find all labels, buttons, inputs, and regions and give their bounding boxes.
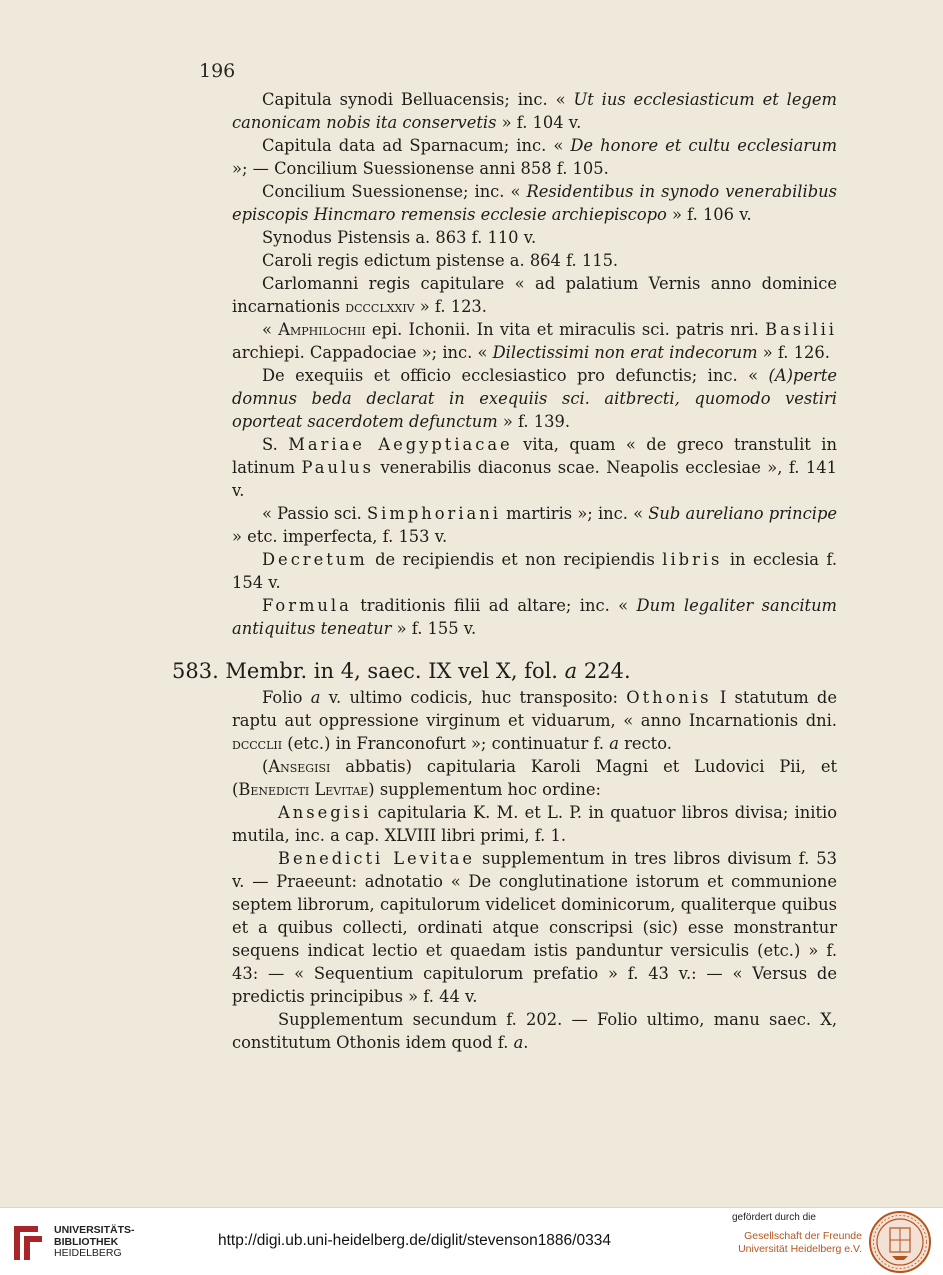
permalink-url[interactable]: http://digi.ub.uni-heidelberg.de/diglit/stevenson1886/0334 xyxy=(218,1232,611,1249)
society-line2: Universität Heidelberg e.V. xyxy=(738,1242,862,1255)
catalog-paragraph: Benedicti Levitae supplementum in tres libros divisum f. 53 v. — Praeeunt: adnotatio « De conglutinatione istorum et communione septem librorum, capitulorum videlicet dominicorum, qualiterque quibus et a quibus collecti, ordinati atque conscripsi (sic) esse monstrantur sequens indicat lectio et quaedam istis panduntur versiculis (etc.) » f. 43: — « Sequentium capitulorum prefatio » f. 43 v.: — « Versus de predictis principibus » f. 44 v. xyxy=(232,849,837,1006)
catalog-text-top xyxy=(232,88,837,640)
manuscript-entry-heading: 583. Membr. in 4, saec. IX vel X, fol. a 224. xyxy=(172,659,631,683)
university-library-logo-icon xyxy=(12,1222,46,1264)
catalog-paragraph: Folio a v. ultimo codicis, huc transposito: Othonis I statutum de raptu aut oppressione virginum et viduarum, « anno Incarnationis dni. dccclii (etc.) in Franconofurt »; continuatur f. a recto. xyxy=(232,688,837,753)
library-name-line2: BIBLIOTHEK xyxy=(54,1235,119,1248)
catalog-paragraph: « Amphilochii epi. Ichonii. In vita et miraculis sci. patris nri. Basilii archiepi. Cappadociae »; inc. « Dilectissimi non erat indecorum » f. 126. xyxy=(232,320,837,362)
catalog-paragraph: Capitula data ad Sparnacum; inc. « De honore et cultu ecclesiarum »; — Concilium Suessionense anni 858 f. 105. xyxy=(232,136,838,178)
catalog-paragraph: De exequiis et officio ecclesiastico pro defunctis; inc. « (A)perte domnus beda declarat in exequiis sci. aitbrecti, quomodo vestiri oporteat sacerdotem defunctum » f. 139. xyxy=(232,366,837,431)
catalog-paragraph: (Ansegisi abbatis) capitularia Karoli Magni et Ludovici Pii, et (Benedicti Levitae) supplementum hoc ordine: xyxy=(232,757,837,799)
university-seal-icon xyxy=(868,1210,932,1274)
footer-bar xyxy=(0,1207,943,1275)
catalog-paragraph: Synodus Pistensis a. 863 f. 110 v. xyxy=(262,228,537,247)
page-number: 196 xyxy=(199,60,236,82)
catalog-paragraph: S. Mariae Aegyptiacae vita, quam « de greco transtulit in latinum Paulus venerabilis diaconus scae. Neapolis ecclesiae », f. 141 v. xyxy=(232,435,838,500)
catalog-paragraph: Ansegisi capitularia K. M. et L. P. in quatuor libros divisa; initio mutila, inc. a cap. XLVIII libri primi, f. 1. xyxy=(232,803,837,845)
catalog-paragraph: Decretum de recipiendis et non recipiendis libris in ecclesia f. 154 v. xyxy=(232,550,837,592)
friends-society-name xyxy=(732,1230,862,1255)
catalog-paragraph: « Passio sci. Simphoriani martiris »; inc. « Sub aureliano principe » etc. imperfecta, f. 153 v. xyxy=(232,504,838,546)
library-name-line3: HEIDELBERG xyxy=(54,1247,122,1259)
funded-by-label: gefördert durch die xyxy=(732,1212,816,1223)
catalog-paragraph: Capitula synodi Belluacensis; inc. « Ut ius ecclesiasticum et legem canonicam nobis ita conservetis » f. 104 v. xyxy=(232,90,837,132)
catalog-paragraph: Concilium Suessionense; inc. « Residentibus in synodo venerabilibus episcopis Hincmaro remensis ecclesie archiepiscopo » f. 106 v. xyxy=(232,182,837,224)
catalog-paragraph: Carlomanni regis capitulare « ad palatium Vernis anno dominice incarnationis dccclxxiv » f. 123. xyxy=(232,274,837,316)
university-library-name xyxy=(54,1225,135,1260)
society-line1: Gesellschaft der Freunde xyxy=(744,1230,862,1242)
library-name-line1: UNIVERSITÄTS- xyxy=(54,1224,135,1236)
catalog-text-bottom xyxy=(232,686,837,1054)
catalog-paragraph: Caroli regis edictum pistense a. 864 f. 115. xyxy=(262,251,619,270)
catalog-paragraph: Formula traditionis filii ad altare; inc. « Dum legaliter sancitum antiquitus teneatur » f. 155 v. xyxy=(232,596,837,638)
catalog-paragraph: Supplementum secundum f. 202. — Folio ultimo, manu saec. X, constitutum Othonis idem quod f. a. xyxy=(232,1010,837,1052)
